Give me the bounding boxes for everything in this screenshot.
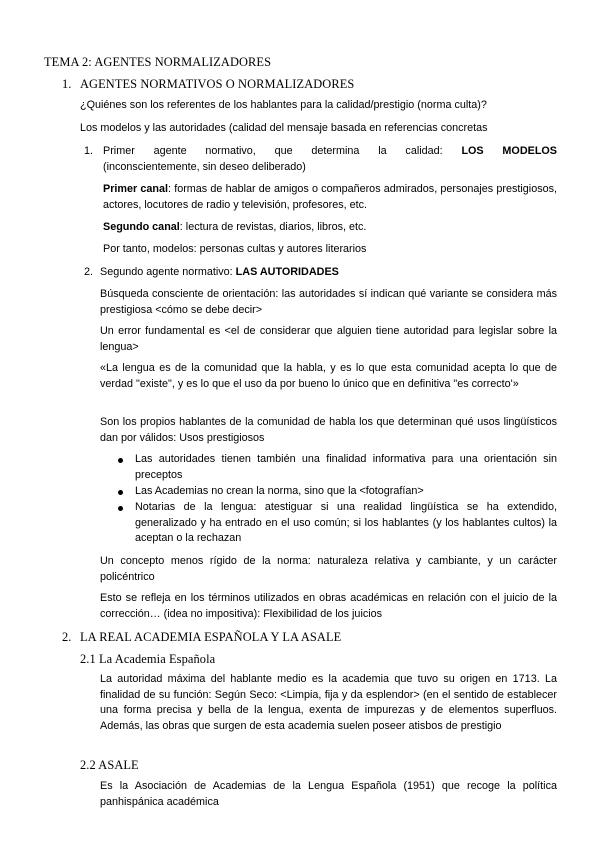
item-2-text: Segundo agente normativo: xyxy=(100,266,236,278)
models-intro-paragraph: Los modelos y las autoridades (calidad del mensaje basada en referencias concretas xyxy=(80,122,488,134)
item-2-bold: LAS AUTORIDADES xyxy=(235,266,339,278)
por-tanto-paragraph: Por tanto, modelos: personas cultas y autores literarios xyxy=(103,243,367,255)
item-1-number: 1. xyxy=(84,145,94,157)
quote-paragraph: «La lengua es de la comunidad que la habla, y es lo que esta comunidad acepta lo que de verdad "existe", y es lo que el uso da por bueno lo único que en definitiva "es correcto'» xyxy=(100,362,557,390)
concepto-paragraph: Un concepto menos rígido de la norma: naturaleza relativa y cambiante, y un carácter policéntrico xyxy=(100,555,557,583)
segundo-canal-paragraph xyxy=(103,220,366,236)
item-1-text-2: (inconscientemente, sin deseo deliberado) xyxy=(103,161,306,173)
bullet-icon xyxy=(118,458,123,463)
bullet-item-3: Notarias de la lengua: atestiguar si una realidad lingüística se ha extendido, generalizado y ha entrado en el uso común; si los hablantes (y los hablantes cultos) la aceptan o la rechazan xyxy=(135,501,557,545)
subsection-2-1-heading: 2.1 La Academia Española xyxy=(80,652,216,666)
document-title: TEMA 2: AGENTES NORMALIZADORES xyxy=(44,55,272,69)
item-2-number: 2. xyxy=(84,266,94,278)
segundo-canal-label: Segundo canal xyxy=(103,221,180,233)
error-paragraph: Un error fundamental es <el de considerar que alguien tiene autoridad para legislar sobre la lengua> xyxy=(100,325,557,353)
segundo-canal-text: : lectura de revistas, diarios, libros, etc. xyxy=(179,221,367,233)
academia-paragraph: La autoridad máxima del hablante medio es la academia que tuvo su origen en 1713. La finalidad de su función: Según Seco: <Limpia, fija y da esplendor> (en el sentido de establecer una forma precisa y bella de la lengua, exenta de impurezas y de elementos superfluos. Además, las obras que surgen de esta academia suelen poseer atisbos de prestigio xyxy=(100,673,557,732)
item-1-text: Primer agente normativo, que determina la calidad: xyxy=(103,145,462,157)
asale-paragraph: Es la Asociación de Academias de la Lengua Española (1951) que recoge la política panhispánica académica xyxy=(100,780,557,808)
subsection-2-2-heading: 2.2 ASALE xyxy=(80,758,139,772)
question-paragraph: ¿Quiénes son los referentes de los hablantes para la calidad/prestigio (norma culta)? xyxy=(80,99,487,111)
section-1-heading: AGENTES NORMATIVOS O NORMALIZADORES xyxy=(80,77,355,91)
refleja-paragraph: Esto se refleja en los términos utilizados en obras académicas en relación con el juicio de la corrección… (idea no impositiva): Flexibilidad de los juicios xyxy=(100,592,557,620)
section-2-heading: LA REAL ACADEMIA ESPAÑOLA Y LA ASALE xyxy=(80,630,342,644)
bullet-item-2: Las Academias no crean la norma, sino que la <fotografían> xyxy=(135,485,424,497)
propios-paragraph: Son los propios hablantes de la comunidad de habla los que determinan qué usos lingüísticos dan por válidos: Usos prestigiosos xyxy=(100,416,557,444)
primer-canal-label: Primer canal xyxy=(103,183,169,195)
section-1-number: 1. xyxy=(62,77,72,91)
primer-canal-paragraph xyxy=(103,182,557,213)
bullet-icon xyxy=(118,490,123,495)
item-2-line xyxy=(100,265,339,281)
bullet-icon xyxy=(118,506,123,511)
bullet-item-1: Las autoridades tienen también una finalidad informativa para una orientación sin preceptos xyxy=(135,453,557,481)
item-1-bold: LOS MODELOS xyxy=(461,145,558,157)
busqueda-paragraph: Búsqueda consciente de orientación: las autoridades sí indican qué variante se considera más prestigiosa <cómo se debe decir> xyxy=(100,288,557,316)
primer-canal-text: : formas de hablar de amigos o compañeros admirados, personajes prestigiosos, actores, locutores de radio y televisión, profesores, etc. xyxy=(103,183,557,211)
item-1-line xyxy=(103,144,557,160)
section-2-number: 2. xyxy=(62,630,72,644)
